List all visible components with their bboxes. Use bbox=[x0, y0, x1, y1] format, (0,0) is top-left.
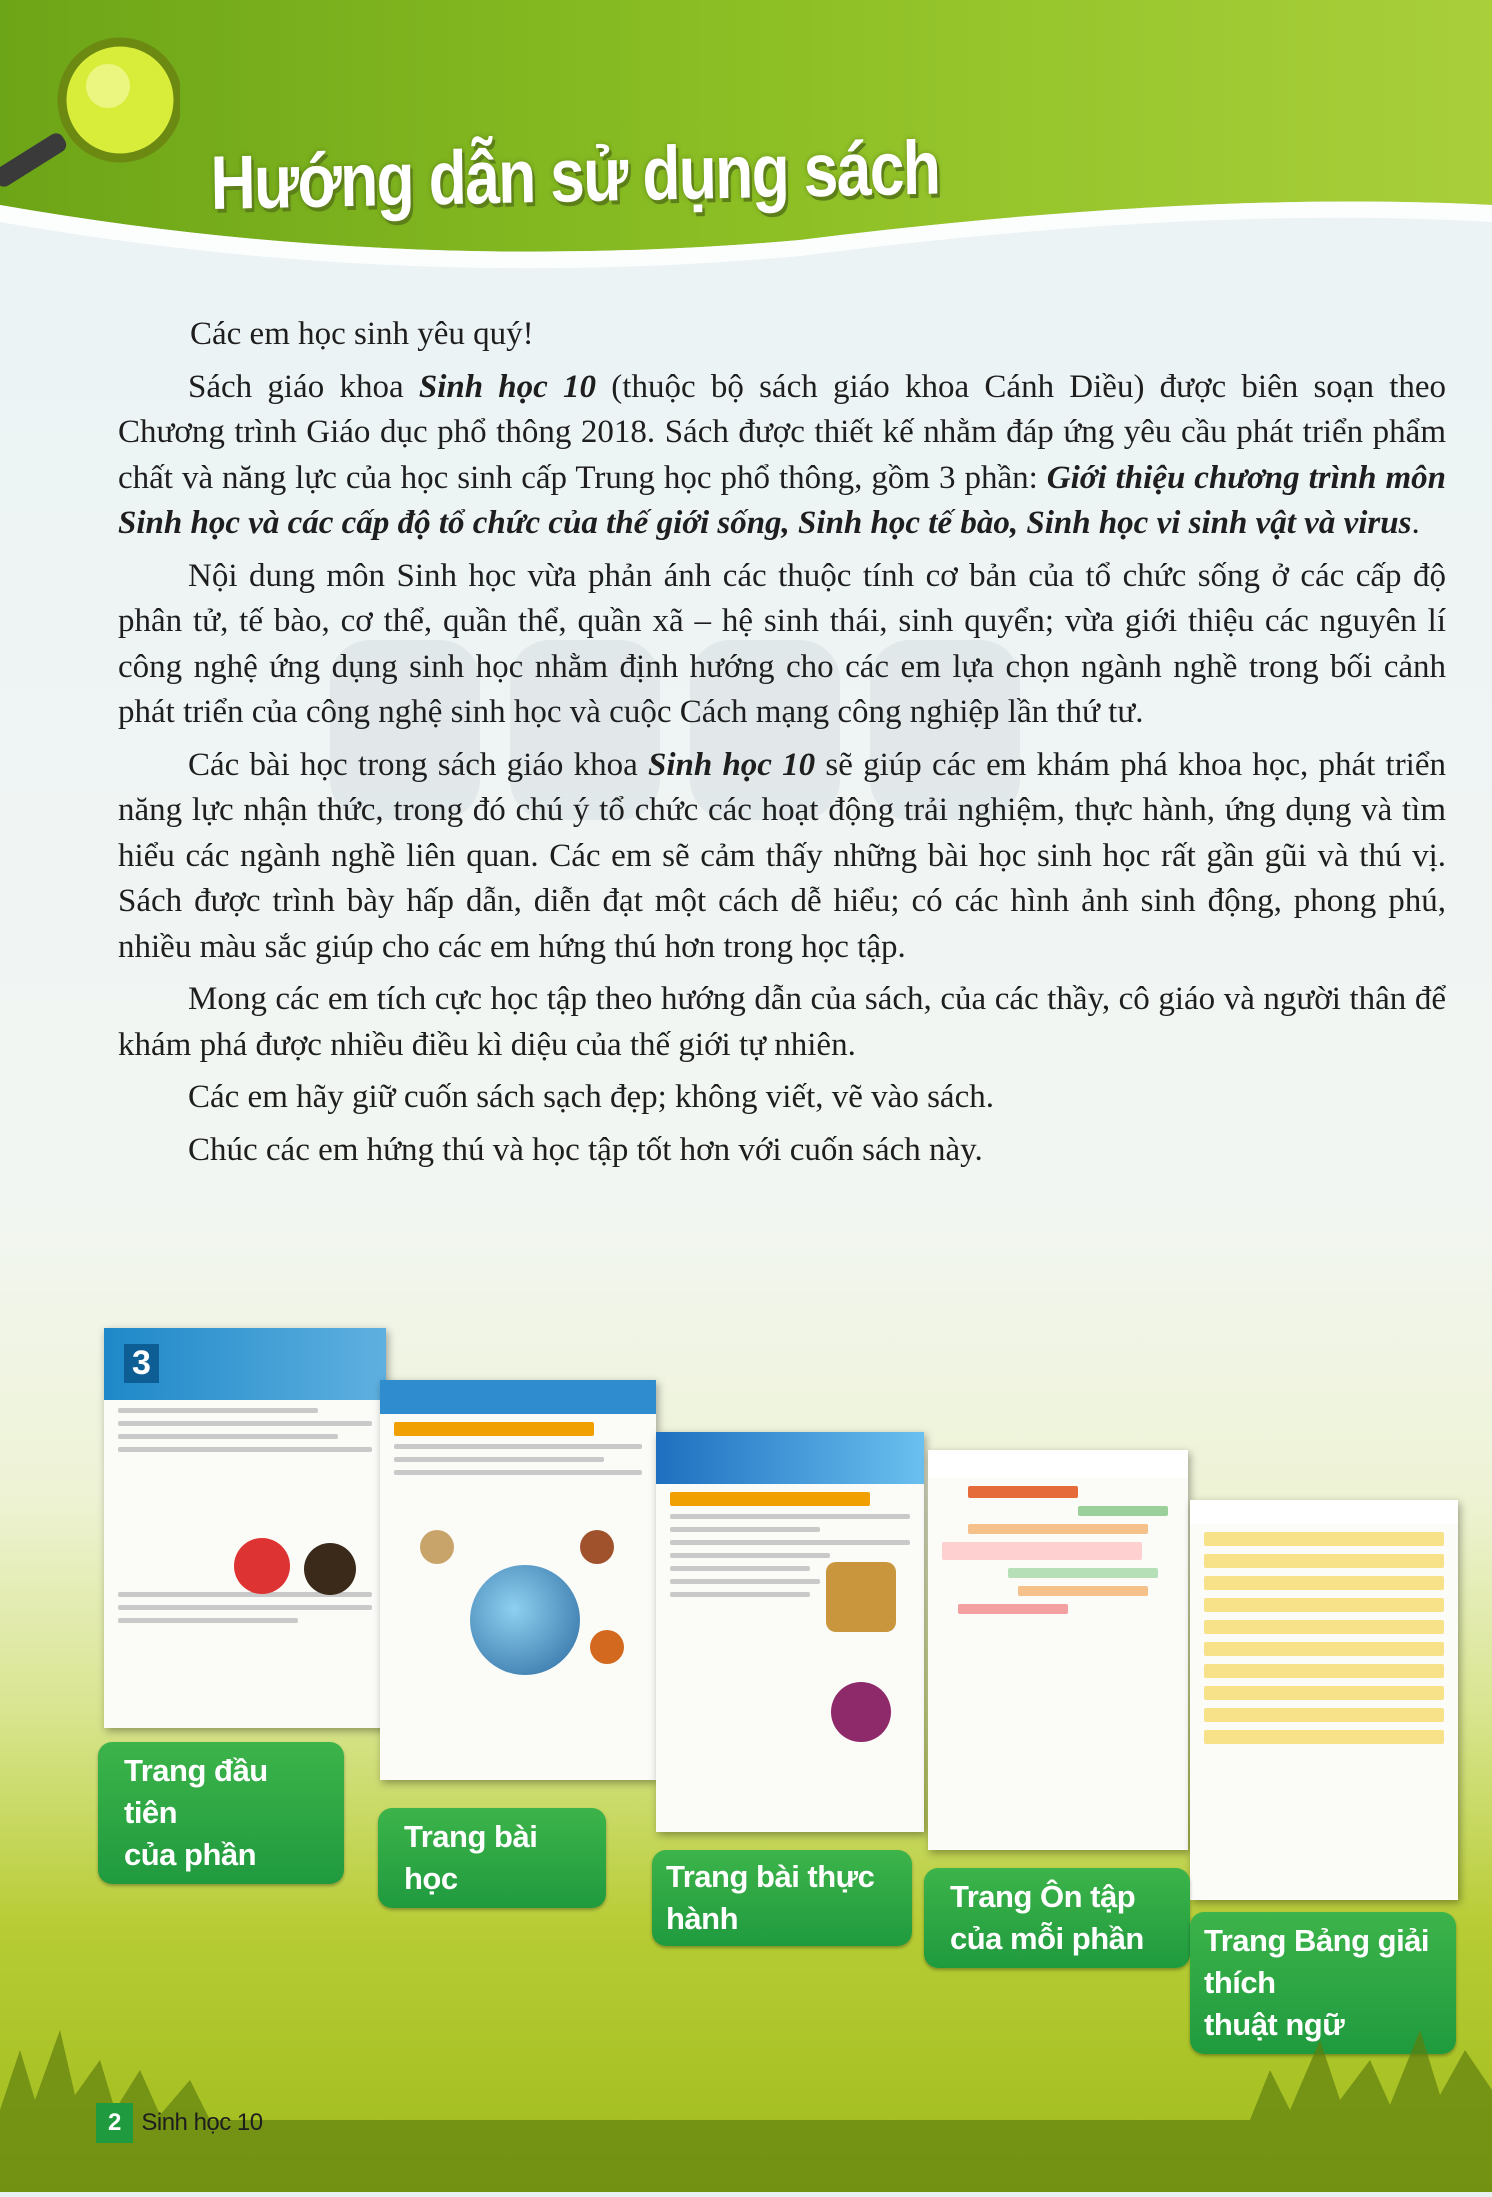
paragraph-5: Các em hãy giữ cuốn sách sạch đẹp; không viết, vẽ vào sách. bbox=[188, 1079, 994, 1115]
label-practice-text: Trang bài thực hành bbox=[666, 1859, 875, 1936]
label-lesson-page bbox=[378, 1808, 606, 1908]
p1-start: Sách giáo khoa bbox=[188, 368, 419, 405]
label-part-first-page bbox=[98, 1742, 344, 1884]
greeting: Các em học sinh yêu quý! bbox=[190, 316, 534, 352]
introduction-text bbox=[118, 312, 1446, 1180]
magnifier-icon bbox=[0, 0, 180, 210]
label-glossary-line1: Trang Bảng giải thích bbox=[1204, 1923, 1430, 2000]
sample-pages bbox=[0, 1320, 1492, 2042]
paragraph-2: Nội dung môn Sinh học vừa phản ánh các thuộc tính cơ bản của tổ chức sống ở các cấp độ phân tử, tế bào, cơ thể, quần thể, quần xã – hệ sinh thái, sinh quyển; vừa giới thiệu các nguyên lí công nghệ ứng dụng sinh học nhằm định hướng cho các em lựa chọn ngành nghề trong bối cảnh phát triển của công nghệ sinh học và cuộc Cách mạng công nghiệp lần thứ tư. bbox=[118, 557, 1446, 730]
sample-lesson-page bbox=[380, 1380, 656, 1780]
p1-book-title: Sinh học 10 bbox=[418, 368, 597, 405]
label-review-line1: Trang Ôn tập bbox=[950, 1879, 1136, 1914]
label-part-first-line2: của phần bbox=[124, 1837, 257, 1872]
page-title: Hướng dẫn sử dụng sách bbox=[210, 125, 940, 226]
part-number: 3 bbox=[124, 1344, 159, 1383]
sample-practice-page bbox=[656, 1432, 924, 1832]
sample-review-page bbox=[928, 1450, 1188, 1850]
grass-decoration bbox=[0, 1990, 1492, 2192]
book-title-footer: Sinh học 10 bbox=[141, 2109, 263, 2136]
p1-end: . bbox=[1411, 505, 1420, 541]
part-banner bbox=[104, 1328, 386, 1400]
page-footer bbox=[96, 2100, 263, 2146]
paragraph-1 bbox=[118, 365, 1446, 547]
paragraph-6: Chúc các em hứng thú và học tập tốt hơn với cuốn sách này. bbox=[188, 1131, 983, 1168]
p1-middle: (thuộc bộ sách giáo khoa Cánh Diều) được biên soạn theo Chương trình Giáo dục phổ thông 2018. Sách được thiết kế nhằm đáp ứng yêu cầu phát triển phẩm chất và năng lực của học sinh cấp Trung học phổ thông, gồm 3 phần: bbox=[118, 368, 1447, 496]
sample-glossary-page bbox=[1190, 1500, 1458, 1900]
p3-book-title: Sinh học 10 bbox=[648, 746, 816, 783]
paragraph-3 bbox=[118, 743, 1446, 971]
paragraph-4: Mong các em tích cực học tập theo hướng dẫn của sách, của các thầy, cô giáo và người thân để khám phá được nhiều điều kì diệu của thế giới tự nhiên. bbox=[118, 981, 1446, 1063]
p1-parts: Giới thiệu chương trình môn Sinh học và các cấp độ tổ chức của thế giới sống, Sinh học tế bào, Sinh học vi sinh vật và virus bbox=[118, 459, 1446, 541]
label-glossary-line2: thuật ngữ bbox=[1204, 2007, 1345, 2042]
label-review-page bbox=[924, 1868, 1190, 1968]
sample-part-first-page bbox=[104, 1328, 386, 1728]
page-number: 2 bbox=[96, 2103, 133, 2143]
label-part-first-line1: Trang đầu tiên bbox=[124, 1753, 268, 1830]
label-review-line2: của mỗi phần bbox=[950, 1921, 1144, 1956]
p3-end: sẽ giúp các em khám phá khoa học, phát triển năng lực nhận thức, trong đó chú ý tổ chức các hoạt động trải nghiệm, thực hành, ứng dụng và tìm hiểu các ngành nghề liên quan. Các em sẽ cảm thấy những bài học sinh học rất gần gũi và thú vị. Sách được trình bày hấp dẫn, diễn đạt một cách dễ hiểu; có các hình ảnh sinh động, phong phú, nhiều màu sắc giúp cho các em hứng thú hơn trong học tập. bbox=[118, 746, 1446, 965]
label-lesson-text: Trang bài học bbox=[404, 1819, 538, 1896]
p3-start: Các bài học trong sách giáo khoa bbox=[188, 746, 649, 783]
label-practice-page bbox=[652, 1850, 912, 1946]
